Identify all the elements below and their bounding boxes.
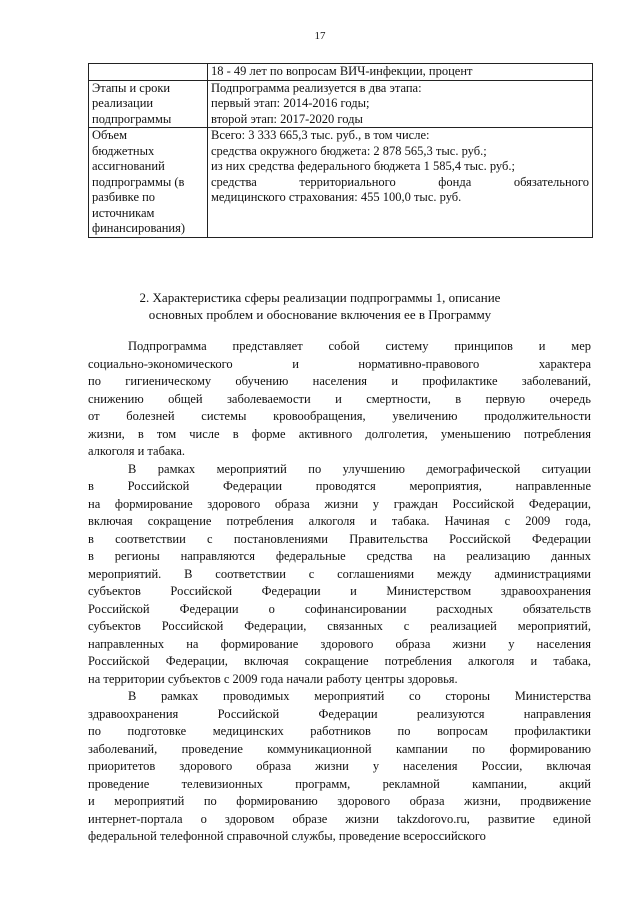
paragraph-line: субъектов Российской Федерации, связанных с реализацией мероприятий,	[88, 619, 591, 633]
section-heading	[100, 289, 540, 323]
paragraph-line: в Российской Федерации проводятся мероприятия, направленные	[88, 479, 591, 493]
paragraph-line: проведение телевизионных программ, рекламной кампании, акций	[88, 776, 591, 791]
body-text	[88, 338, 591, 846]
table-cell-value	[208, 128, 593, 238]
table-text-line: ассигнований	[92, 159, 165, 173]
paragraph-line: в регионы направляются федеральные средства на реализацию данных	[88, 549, 591, 563]
paragraph-line: здравоохранения Российской Федерации реализуются направления	[88, 706, 591, 721]
table-text-line: 18 - 49 лет по вопросам ВИЧ-инфекции, процент	[211, 64, 473, 78]
paragraph-line: и мероприятий по формированию здорового образа жизни, продвижение	[88, 794, 591, 808]
paragraph-line: Российской Федерации, включая сокращение потребления алкоголя и табака,	[88, 654, 591, 668]
table-text-line: медицинского страхования: 455 100,0 тыс. руб.	[211, 190, 462, 204]
paragraph-line: жизни, в том числе в форме активного долголетия, уменьшению потребления	[88, 426, 591, 441]
table-text-line: источникам	[92, 205, 155, 220]
table-cell-label	[89, 128, 208, 238]
paragraph	[88, 688, 591, 846]
table-cell-value	[208, 80, 593, 128]
table-text-line: первый этап: 2014-2016 годы;	[211, 96, 370, 110]
table-row	[89, 64, 593, 81]
paragraph-line: федеральной телефонной справочной службы, проведение всероссийского	[88, 829, 486, 843]
table-text-line: второй этап: 2017-2020 годы	[211, 111, 363, 126]
paragraph	[88, 338, 591, 461]
paragraph-line: в соответствии с постановлениями Правительства Российской Федерации	[88, 531, 591, 546]
paragraph-line: мероприятий. В соответствии с соглашениями между администрациями	[88, 566, 591, 581]
table-text-line: средства окружного бюджета: 2 878 565,3 тыс. руб.;	[211, 143, 487, 158]
paragraph-line: интернет-портала о здоровом образе жизни takzdorovo.ru, развитие единой	[88, 811, 591, 826]
table-text-line: из них средства федерального бюджета 1 585,4 тыс. руб.;	[211, 159, 515, 173]
table-cell-label	[89, 80, 208, 128]
table-text-line: бюджетных	[92, 143, 155, 158]
paragraph-line: субъектов Российской Федерации и Министерством здравоохранения	[88, 584, 591, 598]
subprogram-passport-table	[88, 63, 593, 238]
page-number: 17	[314, 30, 326, 42]
paragraph-line: В рамках мероприятий по улучшению демографической ситуации	[128, 461, 591, 476]
heading-line: основных проблем и обоснование включения ее в Программу	[148, 307, 492, 322]
paragraph-line: направленных на формирование здорового образа жизни у населения	[88, 636, 591, 651]
table-text-line: разбивке по	[92, 190, 156, 204]
paragraph-line: от болезней системы кровообращения, увеличению продолжительности	[88, 409, 591, 423]
table-cell-value	[208, 64, 593, 81]
table-text-line: средства территориального фонда обязательного	[211, 174, 589, 189]
paragraph-line: приоритетов здорового образа жизни у населения России, включая	[88, 759, 591, 773]
paragraph-line: на формирование здорового образа жизни у граждан Российской Федерации,	[88, 496, 591, 511]
heading-line: 2. Характеристика сферы реализации подпрограммы 1, описание	[139, 290, 501, 305]
table-text-line: реализации	[92, 96, 154, 110]
paragraph-line: Подпрограмма представляет собой систему принципов и мер	[128, 339, 591, 353]
table-row	[89, 128, 593, 238]
table-text-line: подпрограммы (в	[92, 174, 185, 189]
paragraph-line: социально-экономического и нормативно-правового характера	[88, 356, 591, 371]
paragraph	[88, 461, 591, 689]
table-text-line: Этапы и сроки	[92, 80, 171, 95]
paragraph-line: по подготовке медицинских работников по вопросам профилактики	[88, 724, 591, 738]
paragraph-line: В рамках проводимых мероприятий со стороны Министерства	[128, 689, 591, 703]
table-text-line: Всего: 3 333 665,3 тыс. руб., в том числе:	[211, 128, 430, 142]
paragraph-line: включая сокращение потребления алкоголя и табака. Начиная с 2009 года,	[88, 514, 591, 528]
table-cell-empty	[89, 64, 208, 81]
table-text-line: Объем	[92, 128, 127, 142]
paragraph-line: на территории субъектов с 2009 года начали работу центры здоровья.	[88, 671, 458, 686]
paragraph-line: заболеваний, проведение коммуникационной кампании по формированию	[88, 741, 591, 756]
paragraph-line: Российской Федерации о софинансировании расходных обязательств	[88, 601, 591, 616]
table-text-line: подпрограммы	[92, 111, 172, 126]
table-text-line: Подпрограмма реализуется в два этапа:	[211, 80, 422, 95]
paragraph-line: по гигиеническому обучению населения и профилактике заболеваний,	[88, 374, 591, 388]
table-row	[89, 80, 593, 128]
table-text-line: финансирования)	[92, 221, 186, 235]
paragraph-line: снижению общей заболеваемости и смертности, в первую очередь	[88, 391, 591, 406]
paragraph-line: алкоголя и табака.	[88, 444, 186, 458]
